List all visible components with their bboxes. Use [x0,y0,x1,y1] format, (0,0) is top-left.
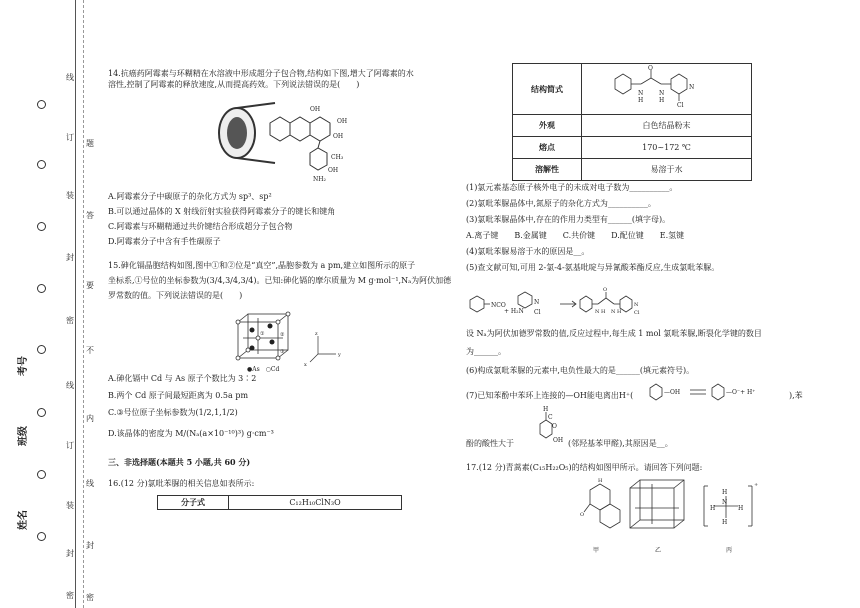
svg-text:H: H [738,505,744,512]
svg-text:OH: OH [337,118,348,125]
q16-part-5: (5)查文献可知,可用 2-氯-4-氨基吡啶与异氰酸苯酯反应,生成氯吡苯脲。 [466,263,720,272]
svg-text:③: ③ [280,349,285,355]
svg-text:H: H [658,97,664,104]
q15-option-a: A.砷化镉中 Cd 与 As 原子个数比为 3∶2 [108,374,257,383]
artemisinin-figures [576,476,776,544]
class-label: 班级 [18,426,29,446]
binding-line [75,0,76,608]
q15-option-c: C.③号位原子坐标参数为(1/2,1,1/2) [108,408,238,417]
structure-label: 结构简式 [513,64,582,115]
binding-hole [37,160,46,169]
svg-text:O: O [603,287,608,293]
svg-text:+ H₂N: + H₂N [504,308,524,315]
svg-text:z: z [315,331,318,337]
q16-part-7d: (邻羟基苯甲醛),其原因是__。 [568,439,673,448]
svg-text:H: H [710,505,716,512]
q16-part-3-options: A.离子键 B.金属键 C.共价键 D.配位键 E.氢键 [466,231,685,240]
svg-text:O: O [647,65,653,72]
question-15: 15.砷化镉晶胞结构如图,图中①和②位是“真空”,晶胞参数为 a pm,建立如图所示的原子 坐标系,①号位的坐标参数为(3/4,3/4,3/4)。已知:砷化镉的摩尔质量为 M g·mol⁻¹,Nₐ为阿伏加德 罗常数的值。下列说法错误的是( ) [108,261,452,300]
svg-text:H: H [598,478,603,484]
svg-text:H: H [722,519,728,526]
svg-text:H: H [637,97,643,104]
binding-hole [37,408,46,417]
chlorforenuron-structure [607,65,727,111]
exam-number-label: 考号 [18,356,29,376]
formula-value: C₁₂H₁₀ClN₃O [229,496,402,510]
reaction-scheme [466,282,666,326]
q14-options [108,191,458,247]
formula-table [157,495,402,510]
binding-hole [37,284,46,293]
q14-option-a: A.阿霉素分子中碳原子的杂化方式为 sp³、sp² [108,192,272,201]
svg-text:NCO: NCO [491,302,506,309]
svg-text:OH: OH [310,106,321,113]
binding-hole [37,100,46,109]
svg-text:OH: OH [328,167,339,174]
q16-part-6: (6)构成氯吡苯脲的元素中,电负性最大的是______(填元素符号)。 [466,366,695,375]
svg-text:x: x [304,362,307,368]
name-label: 姓名 [18,510,29,530]
phenol-ionization-equation [646,380,786,404]
svg-text:N H: N H [611,309,622,315]
svg-text:N: N [534,299,540,306]
binding-line-inner [83,0,84,608]
q15-option-b: B.两个 Cd 原子间最短距离为 0.5a pm [108,391,249,400]
svg-text:NH₂: NH₂ [313,176,326,183]
figure-label-yi: 乙 [655,547,662,554]
section-3-heading: 三、非选择题(本题共 5 小题,共 60 分) [108,457,251,467]
svg-text:N H: N H [595,309,606,315]
svg-text:H: H [722,489,728,496]
svg-text:O: O [552,423,557,430]
svg-text:N: N [688,84,694,91]
q16-part-7b: ),苯 [789,391,803,400]
formula-label: 分子式 [158,496,229,510]
svg-text:N: N [722,499,728,506]
doxorubicin-cyclodextrin-figure [215,93,365,188]
svg-text:OH: OH [553,437,564,444]
svg-text:Cl: Cl [676,102,684,109]
svg-text:—OH: —OH [664,389,681,396]
q16-part-7: (7)已知苯酚中苯环上连接的—OH能电离出H⁺( [466,391,634,400]
svg-text:C: C [548,414,553,421]
svg-text:N: N [658,90,664,97]
svg-text:y: y [338,352,341,358]
q14-option-d: D.阿霉素分子中含有手性碳原子 [108,237,221,246]
binding-hole [37,222,46,231]
q16-part-4: (4)氯吡苯脲易溶于水的原因是__。 [466,247,590,256]
svg-text:Cl: Cl [534,309,541,316]
binding-hole [37,345,46,354]
question-16-intro: 16.(12 分)氯吡苯脲的相关信息如表所示: [108,479,255,488]
q15-option-d: D.该晶体的密度为 M/(Nₐ(a×10⁻¹⁰)³) g·cm⁻³ [108,429,274,438]
svg-text:CH₃: CH₃ [331,154,344,161]
q16-part-1: (1)氯元素基态原子核外电子的未成对电子数为__________。 [466,183,678,192]
o-hydroxybenzaldehyde-structure [530,404,570,450]
q16-part-5-cont: 设 Nₐ为阿伏加德罗常数的值,反应过程中,每生成 1 mol 氯吡苯脲,断裂化学键的数目 为______。 (6)构成氯吡苯脲的元素中,电负性最大的是______(填元素符号)。 [466,328,826,376]
figure-label-jia: 甲 [593,547,600,554]
q16-subquestions [466,182,826,273]
question-14: 14.抗癌药阿霉素与环糊精在水溶液中形成超分子包合物,结构如下图,增大了阿霉素的水 溶性,控制了阿霉素的释放速度,从而提高药效。下列说法错误的是( ) [108,69,414,89]
svg-text:OH: OH [333,133,344,140]
q16-part-7c: 酚的酸性大于 [466,439,514,448]
svg-text:H: H [543,406,549,413]
binding-hole [37,532,46,541]
q14-option-c: C.阿霉素与环糊精通过共价键结合形成超分子包合物 [108,222,293,231]
svg-text:Cl: Cl [634,310,640,316]
binding-hole [37,470,46,479]
svg-text:②: ② [280,332,285,338]
structure-cell [582,64,752,115]
cdas-unit-cell-figure [230,308,350,370]
properties-table: 结构简式 O N H N H N Cl 外观 白色结晶粉末 熔点 170~172 ℃ 溶解性 易溶于水 [512,63,752,181]
question-17: 17.(12 分)青蒿素(C₁₅H₂₂O₅)的结构如图甲所示。请回答下列问题: [466,463,703,472]
svg-text:+: + [754,482,759,488]
svg-text:N: N [637,90,643,97]
q15-options [108,373,458,439]
q14-option-b: B.可以通过晶体的 X 射线衍射实验获得阿霉素分子的键长和键角 [108,207,336,216]
svg-text:—O⁻+ H⁺: —O⁻+ H⁺ [726,389,756,396]
q16-part-3: (3)氯吡苯脲晶体中,存在的作用力类型有______(填字母)。 [466,215,671,224]
svg-text:①: ① [260,331,265,337]
svg-text:N: N [634,302,639,308]
svg-text:O: O [580,512,585,518]
unit-cell-legend: ●As ○Cd [247,366,280,373]
q16-part-2: (2)氯吡苯脲晶体中,氮原子的杂化方式为__________。 [466,199,656,208]
figure-label-bing: 丙 [726,547,733,554]
